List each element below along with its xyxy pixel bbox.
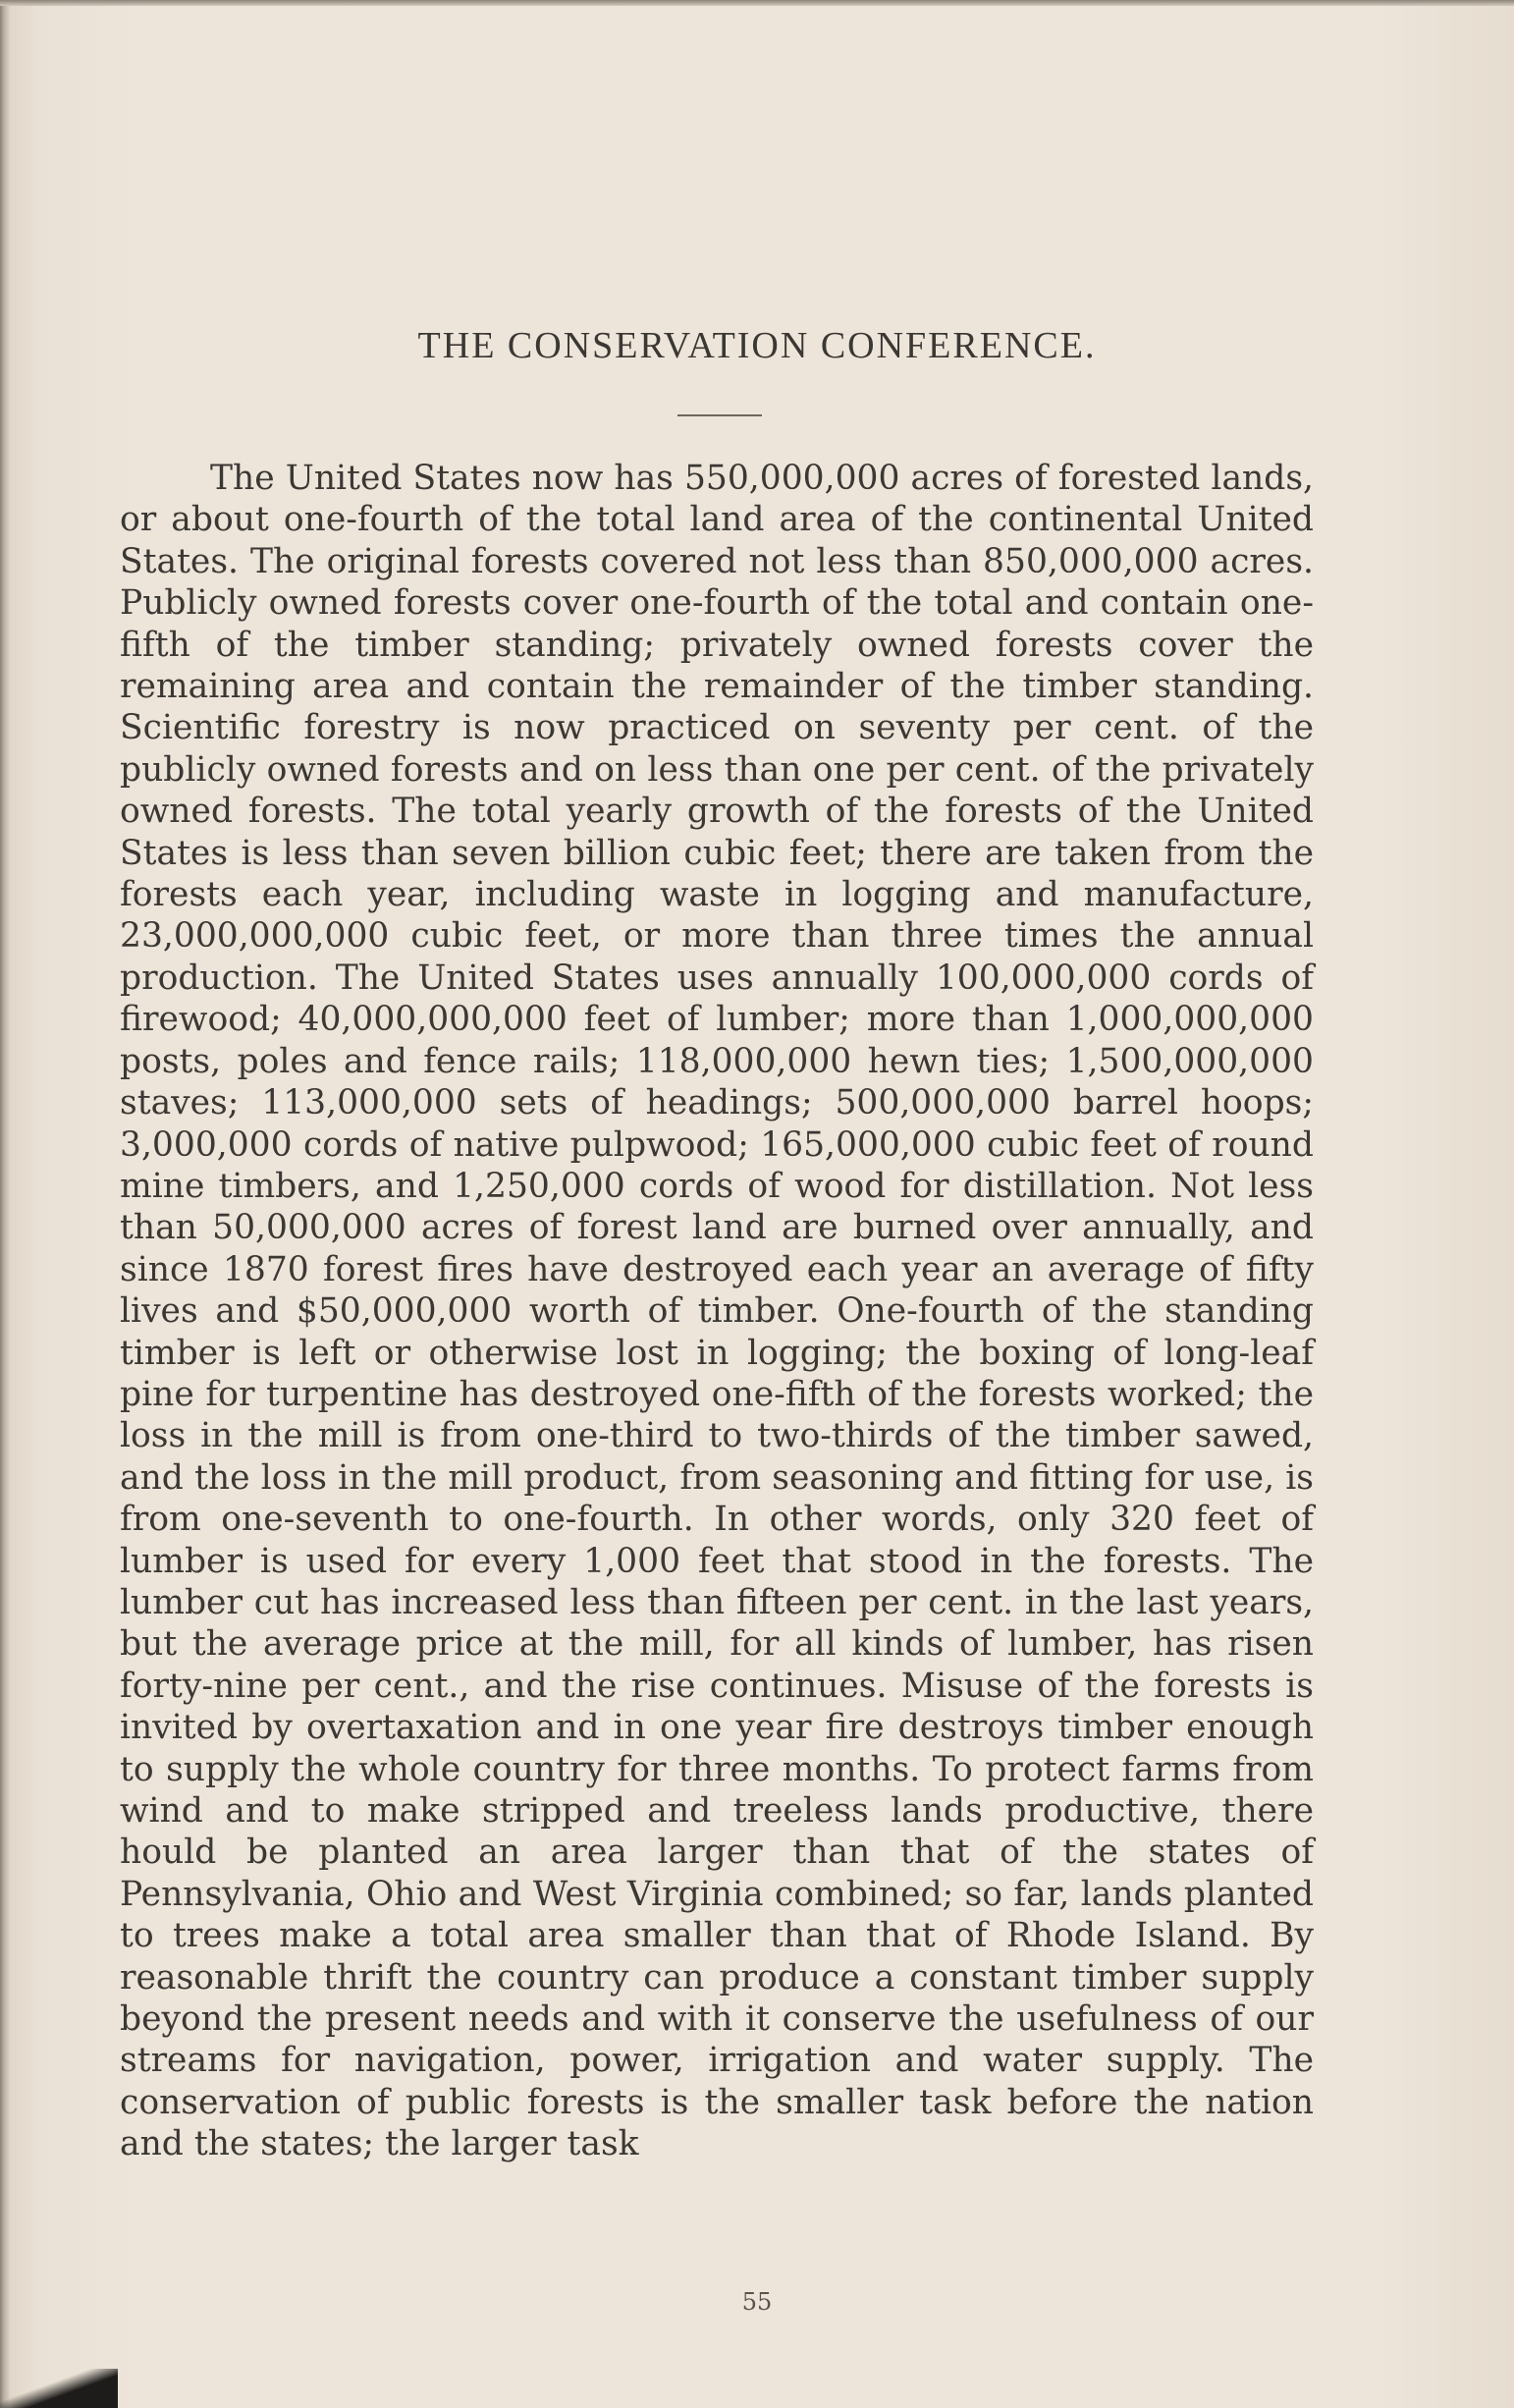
body-paragraph: The United States now has 550,000,000 acres of forested lands, or about one-fourth of the total land area of the continental United States. The original forests covered not less than 850,000,000 acres. Publicly owned forests cover one-fourth of the total and contain one-fifth of the timber standing; privately owned forests cover the remaining area and contain the remainder of the timber standing. Scientific forestry is now practiced on seventy per cent. of the publicly owned forests and on less than one per cent. of the privately owned forests. The total yearly growth of the forests of the United States is less than seven billion cubic feet; there are taken from the forests each year, including waste in logging and manufacture, 23,000,000,000 cubic feet, or more than three times the annual production. The United States uses annually 100,000,000 cords of firewood; 40,000,000,000 feet of lumber; more than 1,000,000,000 posts, poles and fence rails; 118,000,000 hewn ties; 1,500,000,000 staves; 113,000,000 sets of headings; 500,000,000 barrel hoops; 3,000,000 cords of native pulpwood; 165,000,000 cubic feet of round mine timbers, and 1,250,000 cords of wood for distillation. Not less than 50,000,000 acres of forest land are burned over annually, and since 1870 forest fires have destroyed each year an average of fifty lives and $50,000,000 worth of timber. One-fourth of the standing timber is left or otherwise lost in logging; the boxing of long-leaf pine for turpentine has destroyed one-fifth of the forests worked; the loss in the mill is from one-third to two-thirds of the timber sawed, and the loss in the mill product, from seasoning and fitting for use, is from one-seventh to one-fourth. In other words, only 320 feet of lumber is used for every 1,000 feet that stood in the forests. The lumber cut has increased less than fifteen per cent. in the last years, but the average price at the mill, for all kinds of lumber, has risen forty-nine per cent., and the rise continues. Misuse of the forests is invited by overtaxation and in one year fire destroys timber enough to supply the whole country for three months. To protect farms from wind and to make stripped and treeless lands productive, there hould be planted an area larger than that of the states of Pennsylvania, Ohio and West Virginia combined; so far, lands planted to trees make a total area smaller than that of Rhode Island. By reasonable thrift the country can produce a constant timber supply beyond the present needs and with it conserve the usefulness of our streams for navigation, power, irrigation and water supply. The conservation of public forests is the smaller task before the nation and the states; the larger task	[120, 459, 1314, 2164]
page-corner-shadow	[0, 2369, 118, 2408]
page-title: THE CONSERVATION CONFERENCE.	[417, 325, 1097, 366]
page-top-edge	[0, 0, 1514, 6]
page-number: 55	[741, 2288, 773, 2316]
title-divider	[677, 414, 762, 416]
